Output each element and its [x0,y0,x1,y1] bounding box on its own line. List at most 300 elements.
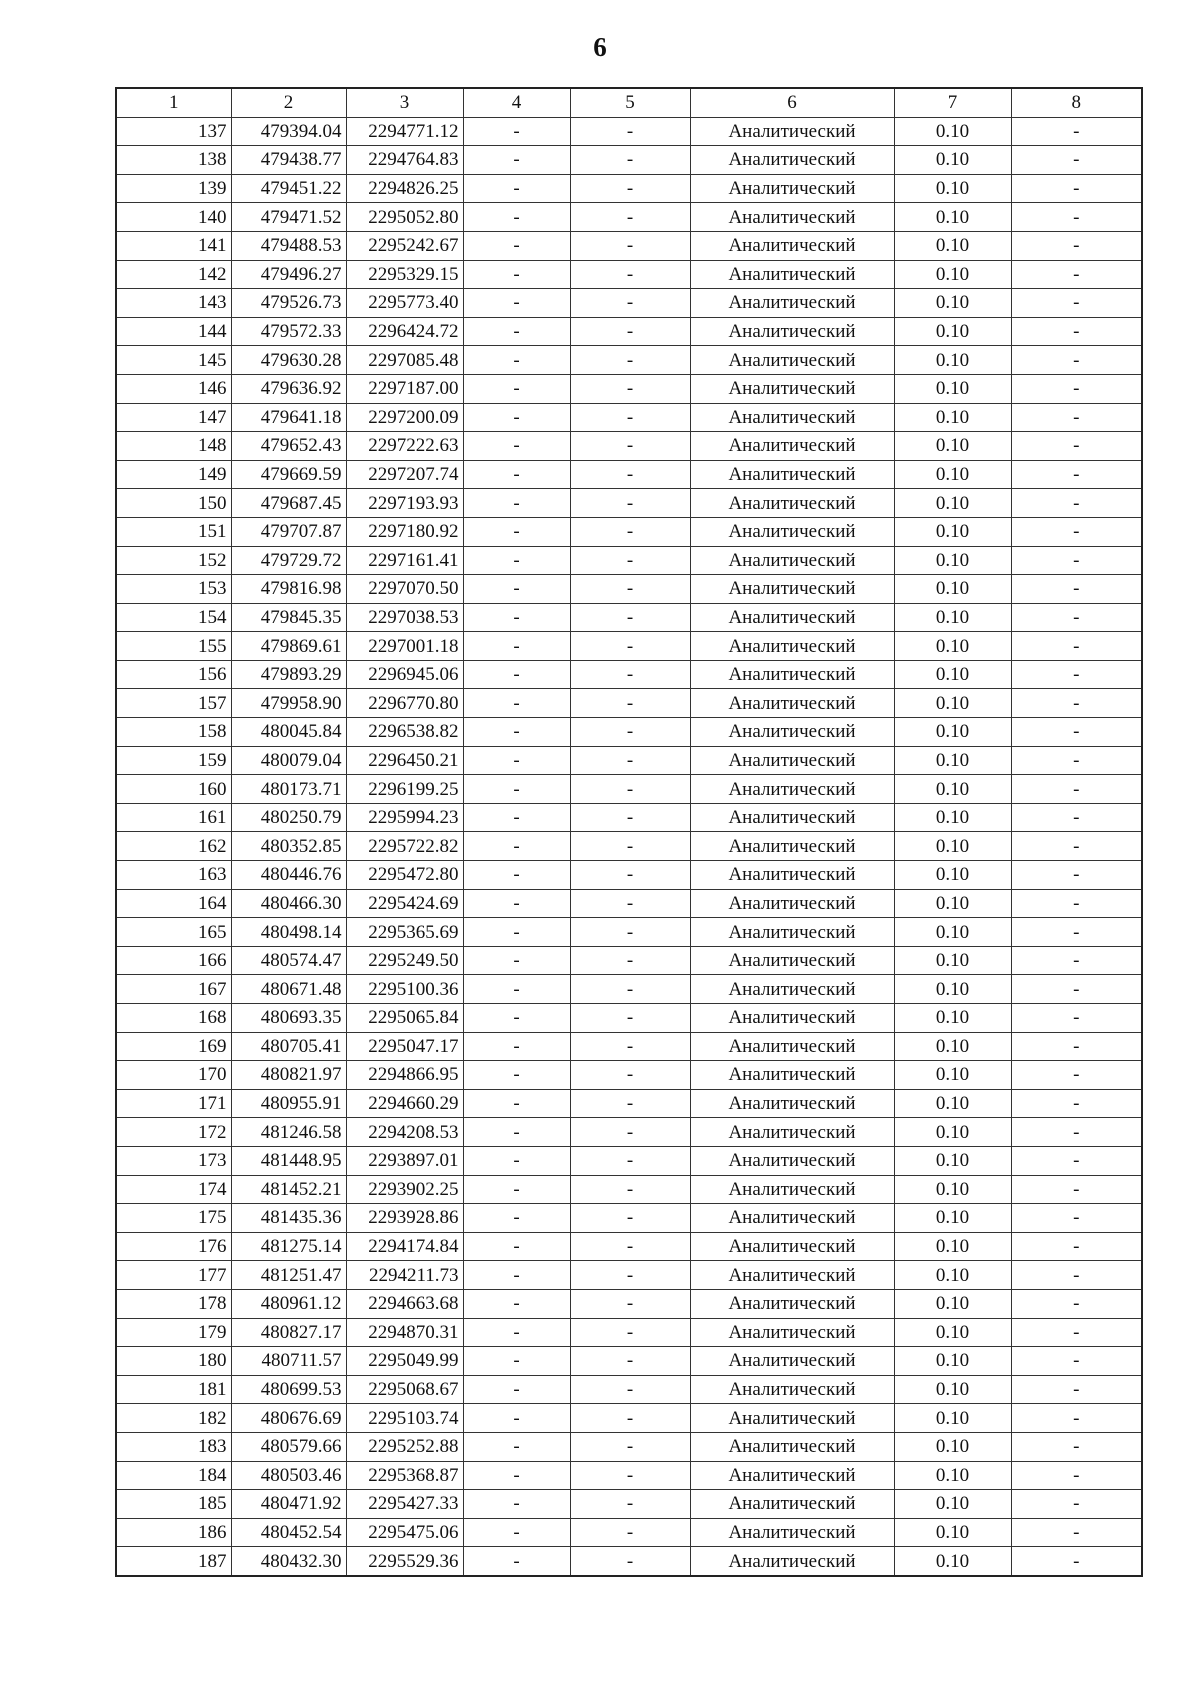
y-coordinate: 2295773.40 [346,289,463,318]
y-coordinate: 2294208.53 [346,1118,463,1147]
method: Аналитический [690,1432,894,1461]
x-coordinate: 480498.14 [231,918,346,947]
precision: 0.10 [894,746,1011,775]
point-number: 175 [116,1204,231,1233]
method: Аналитический [690,918,894,947]
x-coordinate: 479394.04 [231,117,346,146]
y-coordinate: 2295047.17 [346,1032,463,1061]
cell-col5: - [570,460,690,489]
cell-col4: - [463,346,570,375]
table-header [116,88,1142,117]
table-row [116,289,1142,318]
point-number: 150 [116,489,231,518]
table-row [116,632,1142,661]
table-row [116,317,1142,346]
cell-col8: - [1011,575,1142,604]
cell-col8: - [1011,975,1142,1004]
table-row [116,1146,1142,1175]
cell-col8: - [1011,1347,1142,1376]
x-coordinate: 480079.04 [231,746,346,775]
point-number: 166 [116,946,231,975]
column-header: 5 [570,88,690,117]
precision: 0.10 [894,146,1011,175]
cell-col8: - [1011,1547,1142,1576]
method: Аналитический [690,1347,894,1376]
cell-col8: - [1011,603,1142,632]
cell-col5: - [570,803,690,832]
cell-col5: - [570,546,690,575]
cell-col5: - [570,975,690,1004]
method: Аналитический [690,174,894,203]
table-row [116,403,1142,432]
point-number: 156 [116,660,231,689]
y-coordinate: 2296770.80 [346,689,463,718]
point-number: 138 [116,146,231,175]
y-coordinate: 2296945.06 [346,660,463,689]
y-coordinate: 2295103.74 [346,1404,463,1433]
precision: 0.10 [894,689,1011,718]
cell-col8: - [1011,260,1142,289]
point-number: 173 [116,1146,231,1175]
cell-col4: - [463,1347,570,1376]
precision: 0.10 [894,517,1011,546]
x-coordinate: 480432.30 [231,1547,346,1576]
method: Аналитический [690,546,894,575]
cell-col8: - [1011,203,1142,232]
point-number: 177 [116,1261,231,1290]
cell-col4: - [463,1461,570,1490]
precision: 0.10 [894,603,1011,632]
y-coordinate: 2293928.86 [346,1204,463,1233]
y-coordinate: 2297180.92 [346,517,463,546]
method: Аналитический [690,1146,894,1175]
cell-col8: - [1011,374,1142,403]
cell-col4: - [463,1146,570,1175]
method: Аналитический [690,1061,894,1090]
cell-col4: - [463,1232,570,1261]
cell-col8: - [1011,1146,1142,1175]
y-coordinate: 2295252.88 [346,1432,463,1461]
x-coordinate: 480961.12 [231,1289,346,1318]
table-row [116,346,1142,375]
x-coordinate: 479652.43 [231,432,346,461]
cell-col5: - [570,1432,690,1461]
x-coordinate: 479958.90 [231,689,346,718]
cell-col5: - [570,1204,690,1233]
cell-col8: - [1011,1061,1142,1090]
y-coordinate: 2297222.63 [346,432,463,461]
table-body [116,117,1142,1576]
precision: 0.10 [894,918,1011,947]
cell-col5: - [570,1547,690,1576]
point-number: 148 [116,432,231,461]
y-coordinate: 2294211.73 [346,1261,463,1290]
column-header: 7 [894,88,1011,117]
precision: 0.10 [894,1461,1011,1490]
y-coordinate: 2295472.80 [346,861,463,890]
precision: 0.10 [894,317,1011,346]
precision: 0.10 [894,1232,1011,1261]
y-coordinate: 2295249.50 [346,946,463,975]
method: Аналитический [690,1518,894,1547]
table-row [116,746,1142,775]
precision: 0.10 [894,946,1011,975]
x-coordinate: 481251.47 [231,1261,346,1290]
cell-col4: - [463,1004,570,1033]
method: Аналитический [690,317,894,346]
method: Аналитический [690,1089,894,1118]
precision: 0.10 [894,1547,1011,1576]
precision: 0.10 [894,346,1011,375]
precision: 0.10 [894,231,1011,260]
cell-col8: - [1011,1518,1142,1547]
y-coordinate: 2295994.23 [346,803,463,832]
y-coordinate: 2295049.99 [346,1347,463,1376]
y-coordinate: 2294826.25 [346,174,463,203]
y-coordinate: 2295065.84 [346,1004,463,1033]
x-coordinate: 480579.66 [231,1432,346,1461]
cell-col4: - [463,689,570,718]
precision: 0.10 [894,117,1011,146]
y-coordinate: 2296199.25 [346,775,463,804]
cell-col4: - [463,546,570,575]
cell-col8: - [1011,1175,1142,1204]
column-header: 4 [463,88,570,117]
cell-col8: - [1011,803,1142,832]
cell-col5: - [570,317,690,346]
precision: 0.10 [894,460,1011,489]
method: Аналитический [690,1261,894,1290]
point-number: 176 [116,1232,231,1261]
cell-col8: - [1011,1004,1142,1033]
cell-col4: - [463,946,570,975]
table-row [116,832,1142,861]
table-row [116,803,1142,832]
table-row [116,575,1142,604]
cell-col8: - [1011,632,1142,661]
x-coordinate: 481448.95 [231,1146,346,1175]
table-row [116,603,1142,632]
cell-col5: - [570,832,690,861]
method: Аналитический [690,1375,894,1404]
cell-col5: - [570,746,690,775]
cell-col5: - [570,174,690,203]
table-row [116,775,1142,804]
point-number: 142 [116,260,231,289]
table-row [116,374,1142,403]
cell-col5: - [570,918,690,947]
method: Аналитический [690,1547,894,1576]
cell-col4: - [463,517,570,546]
table-row [116,946,1142,975]
method: Аналитический [690,832,894,861]
cell-col8: - [1011,918,1142,947]
precision: 0.10 [894,1261,1011,1290]
cell-col5: - [570,203,690,232]
precision: 0.10 [894,861,1011,890]
method: Аналитический [690,718,894,747]
cell-col4: - [463,718,570,747]
cell-col4: - [463,403,570,432]
cell-col8: - [1011,317,1142,346]
x-coordinate: 481435.36 [231,1204,346,1233]
cell-col8: - [1011,1118,1142,1147]
cell-col8: - [1011,117,1142,146]
x-coordinate: 480452.54 [231,1518,346,1547]
x-coordinate: 479669.59 [231,460,346,489]
cell-col4: - [463,374,570,403]
precision: 0.10 [894,975,1011,1004]
cell-col8: - [1011,1461,1142,1490]
cell-col4: - [463,489,570,518]
method: Аналитический [690,403,894,432]
precision: 0.10 [894,775,1011,804]
table-row [116,432,1142,461]
table-row [116,517,1142,546]
cell-col5: - [570,889,690,918]
column-header: 6 [690,88,894,117]
x-coordinate: 479869.61 [231,632,346,661]
precision: 0.10 [894,889,1011,918]
precision: 0.10 [894,660,1011,689]
point-number: 139 [116,174,231,203]
x-coordinate: 479729.72 [231,546,346,575]
point-number: 160 [116,775,231,804]
cell-col8: - [1011,946,1142,975]
method: Аналитический [690,632,894,661]
precision: 0.10 [894,546,1011,575]
cell-col4: - [463,117,570,146]
y-coordinate: 2294663.68 [346,1289,463,1318]
table-row [116,489,1142,518]
cell-col4: - [463,289,570,318]
method: Аналитический [690,1461,894,1490]
page-number: 6 [593,32,607,62]
cell-col4: - [463,146,570,175]
cell-col8: - [1011,1318,1142,1347]
cell-col5: - [570,660,690,689]
cell-col5: - [570,1490,690,1519]
x-coordinate: 480821.97 [231,1061,346,1090]
precision: 0.10 [894,1432,1011,1461]
x-coordinate: 480173.71 [231,775,346,804]
table-row [116,460,1142,489]
method: Аналитический [690,575,894,604]
cell-col5: - [570,289,690,318]
method: Аналитический [690,1289,894,1318]
cell-col5: - [570,575,690,604]
x-coordinate: 479451.22 [231,174,346,203]
y-coordinate: 2296450.21 [346,746,463,775]
method: Аналитический [690,517,894,546]
precision: 0.10 [894,1490,1011,1519]
cell-col5: - [570,1318,690,1347]
cell-col4: - [463,1261,570,1290]
table-row [116,1404,1142,1433]
precision: 0.10 [894,1032,1011,1061]
point-number: 155 [116,632,231,661]
precision: 0.10 [894,403,1011,432]
cell-col8: - [1011,1032,1142,1061]
table-row [116,1318,1142,1347]
cell-col8: - [1011,546,1142,575]
cell-col5: - [570,1461,690,1490]
y-coordinate: 2295368.87 [346,1461,463,1490]
cell-col4: - [463,174,570,203]
y-coordinate: 2294771.12 [346,117,463,146]
precision: 0.10 [894,1289,1011,1318]
precision: 0.10 [894,1146,1011,1175]
table-row [116,861,1142,890]
x-coordinate: 479636.92 [231,374,346,403]
method: Аналитический [690,1032,894,1061]
cell-col4: - [463,1032,570,1061]
cell-col5: - [570,1232,690,1261]
point-number: 157 [116,689,231,718]
x-coordinate: 479438.77 [231,146,346,175]
method: Аналитический [690,1232,894,1261]
y-coordinate: 2294764.83 [346,146,463,175]
table-row [116,1289,1142,1318]
cell-col8: - [1011,832,1142,861]
cell-col5: - [570,374,690,403]
table-row [116,546,1142,575]
precision: 0.10 [894,1375,1011,1404]
precision: 0.10 [894,1518,1011,1547]
point-number: 140 [116,203,231,232]
point-number: 149 [116,460,231,489]
cell-col5: - [570,689,690,718]
table-row [116,918,1142,947]
cell-col4: - [463,1089,570,1118]
method: Аналитический [690,1490,894,1519]
cell-col8: - [1011,517,1142,546]
cell-col4: - [463,203,570,232]
method: Аналитический [690,1204,894,1233]
cell-col4: - [463,1518,570,1547]
y-coordinate: 2297187.00 [346,374,463,403]
cell-col8: - [1011,660,1142,689]
method: Аналитический [690,660,894,689]
table-row [116,975,1142,1004]
x-coordinate: 479488.53 [231,231,346,260]
cell-col4: - [463,432,570,461]
y-coordinate: 2294866.95 [346,1061,463,1090]
point-number: 167 [116,975,231,1004]
table-row [116,1490,1142,1519]
precision: 0.10 [894,803,1011,832]
cell-col5: - [570,260,690,289]
point-number: 182 [116,1404,231,1433]
method: Аналитический [690,203,894,232]
method: Аналитический [690,775,894,804]
table-row [116,1175,1142,1204]
precision: 0.10 [894,1118,1011,1147]
cell-col4: - [463,1289,570,1318]
point-number: 143 [116,289,231,318]
column-header: 3 [346,88,463,117]
x-coordinate: 480503.46 [231,1461,346,1490]
cell-col4: - [463,1404,570,1433]
cell-col4: - [463,260,570,289]
cell-col4: - [463,918,570,947]
cell-col5: - [570,1518,690,1547]
x-coordinate: 480676.69 [231,1404,346,1433]
cell-col4: - [463,1318,570,1347]
y-coordinate: 2297161.41 [346,546,463,575]
cell-col5: - [570,403,690,432]
y-coordinate: 2297200.09 [346,403,463,432]
cell-col8: - [1011,1490,1142,1519]
x-coordinate: 479630.28 [231,346,346,375]
x-coordinate: 480250.79 [231,803,346,832]
table-row [116,260,1142,289]
x-coordinate: 481275.14 [231,1232,346,1261]
cell-col5: - [570,1061,690,1090]
point-number: 159 [116,746,231,775]
cell-col4: - [463,775,570,804]
point-number: 161 [116,803,231,832]
cell-col5: - [570,1347,690,1376]
point-number: 172 [116,1118,231,1147]
cell-col4: - [463,1118,570,1147]
y-coordinate: 2295722.82 [346,832,463,861]
cell-col4: - [463,1547,570,1576]
point-number: 152 [116,546,231,575]
method: Аналитический [690,1318,894,1347]
cell-col4: - [463,460,570,489]
method: Аналитический [690,260,894,289]
y-coordinate: 2296424.72 [346,317,463,346]
cell-col8: - [1011,174,1142,203]
cell-col8: - [1011,403,1142,432]
cell-col5: - [570,1404,690,1433]
table-row [116,1375,1142,1404]
cell-col4: - [463,632,570,661]
coordinates-table [115,87,1143,1577]
point-number: 184 [116,1461,231,1490]
precision: 0.10 [894,1347,1011,1376]
precision: 0.10 [894,489,1011,518]
column-header: 2 [231,88,346,117]
table-row [116,1261,1142,1290]
method: Аналитический [690,289,894,318]
cell-col5: - [570,1175,690,1204]
table-row [116,1432,1142,1461]
y-coordinate: 2293902.25 [346,1175,463,1204]
table-row [116,1547,1142,1576]
x-coordinate: 479707.87 [231,517,346,546]
method: Аналитический [690,432,894,461]
y-coordinate: 2296538.82 [346,718,463,747]
cell-col5: - [570,775,690,804]
y-coordinate: 2294870.31 [346,1318,463,1347]
y-coordinate: 2295100.36 [346,975,463,1004]
cell-col8: - [1011,1089,1142,1118]
x-coordinate: 481246.58 [231,1118,346,1147]
cell-col8: - [1011,1432,1142,1461]
x-coordinate: 480471.92 [231,1490,346,1519]
cell-col5: - [570,946,690,975]
point-number: 180 [116,1347,231,1376]
cell-col5: - [570,718,690,747]
cell-col4: - [463,975,570,1004]
x-coordinate: 479641.18 [231,403,346,432]
x-coordinate: 479893.29 [231,660,346,689]
precision: 0.10 [894,260,1011,289]
x-coordinate: 481452.21 [231,1175,346,1204]
cell-col4: - [463,1061,570,1090]
